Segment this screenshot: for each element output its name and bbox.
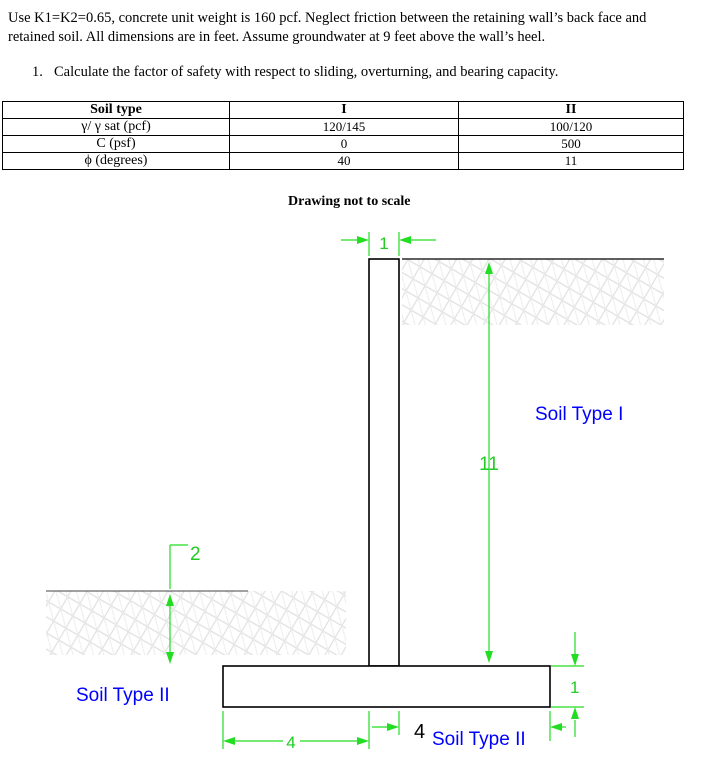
embedment-label: 2 <box>190 544 201 565</box>
cell-soil-II-cohesion: 500 <box>459 136 684 153</box>
question-text: Calculate the factor of safety with respect to sliding, overturning, and bearing capacity. <box>54 64 559 80</box>
soil-type-II-bottom-label: Soil Type II <box>432 729 526 750</box>
cell-soil-I-unit-weight: 120/145 <box>230 119 459 136</box>
row-label-cohesion: C (psf) <box>3 136 230 153</box>
header-soil-II: II <box>459 102 684 119</box>
question-number: 1. <box>32 64 43 80</box>
front-soil-hatch <box>46 591 346 655</box>
toe-length-label: 4 <box>286 733 296 752</box>
soil-type-II-left-label: Soil Type II <box>76 685 170 706</box>
cell-soil-II-friction-angle: 11 <box>459 153 684 170</box>
row-label-unit-weight: γ/ γ sat (pcf) <box>3 119 230 136</box>
intro-line-1: Use K1=K2=0.65, concrete unit weight is 160 pcf. Neglect friction between the retaining wall’s back face and <box>8 10 647 26</box>
heel-length-label: 4 <box>414 721 426 743</box>
stem-width-label: 1 <box>379 234 389 253</box>
drawing-caption: Drawing not to scale <box>288 194 411 209</box>
header-soil-type: Soil type <box>3 102 230 119</box>
cell-soil-I-friction-angle: 40 <box>230 153 459 170</box>
row-label-friction-angle: ϕ (degrees) <box>3 153 230 170</box>
wall-base-footing <box>223 666 550 707</box>
retained-soil-hatch <box>402 259 664 325</box>
soil-type-I-label: Soil Type I <box>535 404 624 425</box>
toe-length-dimension <box>223 711 369 749</box>
wall-stem <box>369 259 399 666</box>
cell-soil-I-cohesion: 0 <box>230 136 459 153</box>
intro-line-2: retained soil. All dimensions are in feet. Assume groundwater at 9 feet above the wall’s heel. <box>8 29 546 45</box>
header-soil-I: I <box>230 102 459 119</box>
cell-soil-II-unit-weight: 100/120 <box>459 119 684 136</box>
stem-height-label: 11 <box>479 454 499 475</box>
base-thickness-label: 1 <box>570 678 580 697</box>
